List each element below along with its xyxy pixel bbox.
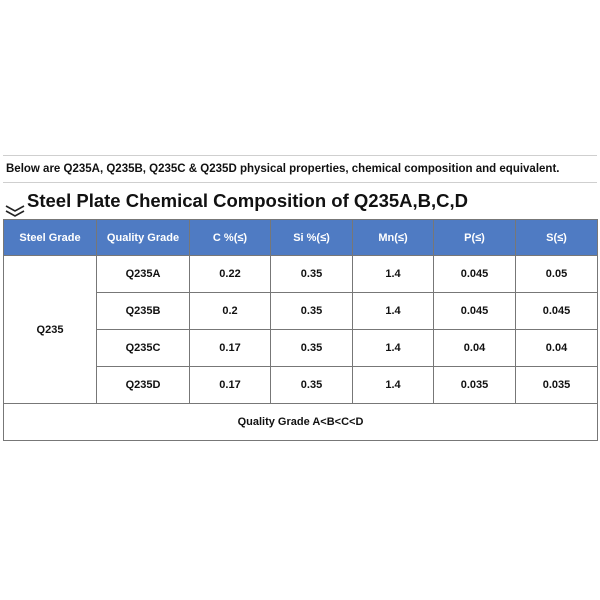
manganese-cell: 1.4 xyxy=(353,256,434,293)
phosphorus-cell: 0.035 xyxy=(434,367,516,404)
sulfur-cell: 0.045 xyxy=(516,293,598,330)
intro-text: Below are Q235A, Q235B, Q235C & Q235D physical properties, chemical composition and equivalent. xyxy=(3,155,597,183)
composition-table xyxy=(3,219,598,441)
steel-grade-cell: Q235 xyxy=(4,256,97,404)
section-heading xyxy=(3,183,597,219)
sulfur-cell: 0.05 xyxy=(516,256,598,293)
quality-grade-cell: Q235D xyxy=(97,367,190,404)
header-steel-grade: Steel Grade xyxy=(4,220,97,256)
sulfur-cell: 0.035 xyxy=(516,367,598,404)
manganese-cell: 1.4 xyxy=(353,330,434,367)
composition-sheet xyxy=(3,155,597,441)
phosphorus-cell: 0.04 xyxy=(434,330,516,367)
carbon-cell: 0.17 xyxy=(190,330,271,367)
table-row xyxy=(4,256,598,293)
silicon-cell: 0.35 xyxy=(271,293,353,330)
header-carbon: C %(≤) xyxy=(190,220,271,256)
header-silicon: Si %(≤) xyxy=(271,220,353,256)
phosphorus-cell: 0.045 xyxy=(434,293,516,330)
double-chevron-down-icon xyxy=(5,194,25,208)
header-phosphorus: P(≤) xyxy=(434,220,516,256)
phosphorus-cell: 0.045 xyxy=(434,256,516,293)
table-footer-row xyxy=(4,404,598,441)
silicon-cell: 0.35 xyxy=(271,256,353,293)
silicon-cell: 0.35 xyxy=(271,330,353,367)
manganese-cell: 1.4 xyxy=(353,293,434,330)
header-sulfur: S(≤) xyxy=(516,220,598,256)
silicon-cell: 0.35 xyxy=(271,367,353,404)
section-title: Steel Plate Chemical Composition of Q235A,B,C,D xyxy=(27,190,469,211)
header-quality-grade: Quality Grade xyxy=(97,220,190,256)
table-header-row xyxy=(4,220,598,256)
quality-grade-note: Quality Grade A<B<C<D xyxy=(4,404,598,441)
quality-grade-cell: Q235B xyxy=(97,293,190,330)
quality-grade-cell: Q235C xyxy=(97,330,190,367)
sulfur-cell: 0.04 xyxy=(516,330,598,367)
carbon-cell: 0.17 xyxy=(190,367,271,404)
carbon-cell: 0.2 xyxy=(190,293,271,330)
carbon-cell: 0.22 xyxy=(190,256,271,293)
manganese-cell: 1.4 xyxy=(353,367,434,404)
quality-grade-cell: Q235A xyxy=(97,256,190,293)
header-manganese: Mn(≤) xyxy=(353,220,434,256)
